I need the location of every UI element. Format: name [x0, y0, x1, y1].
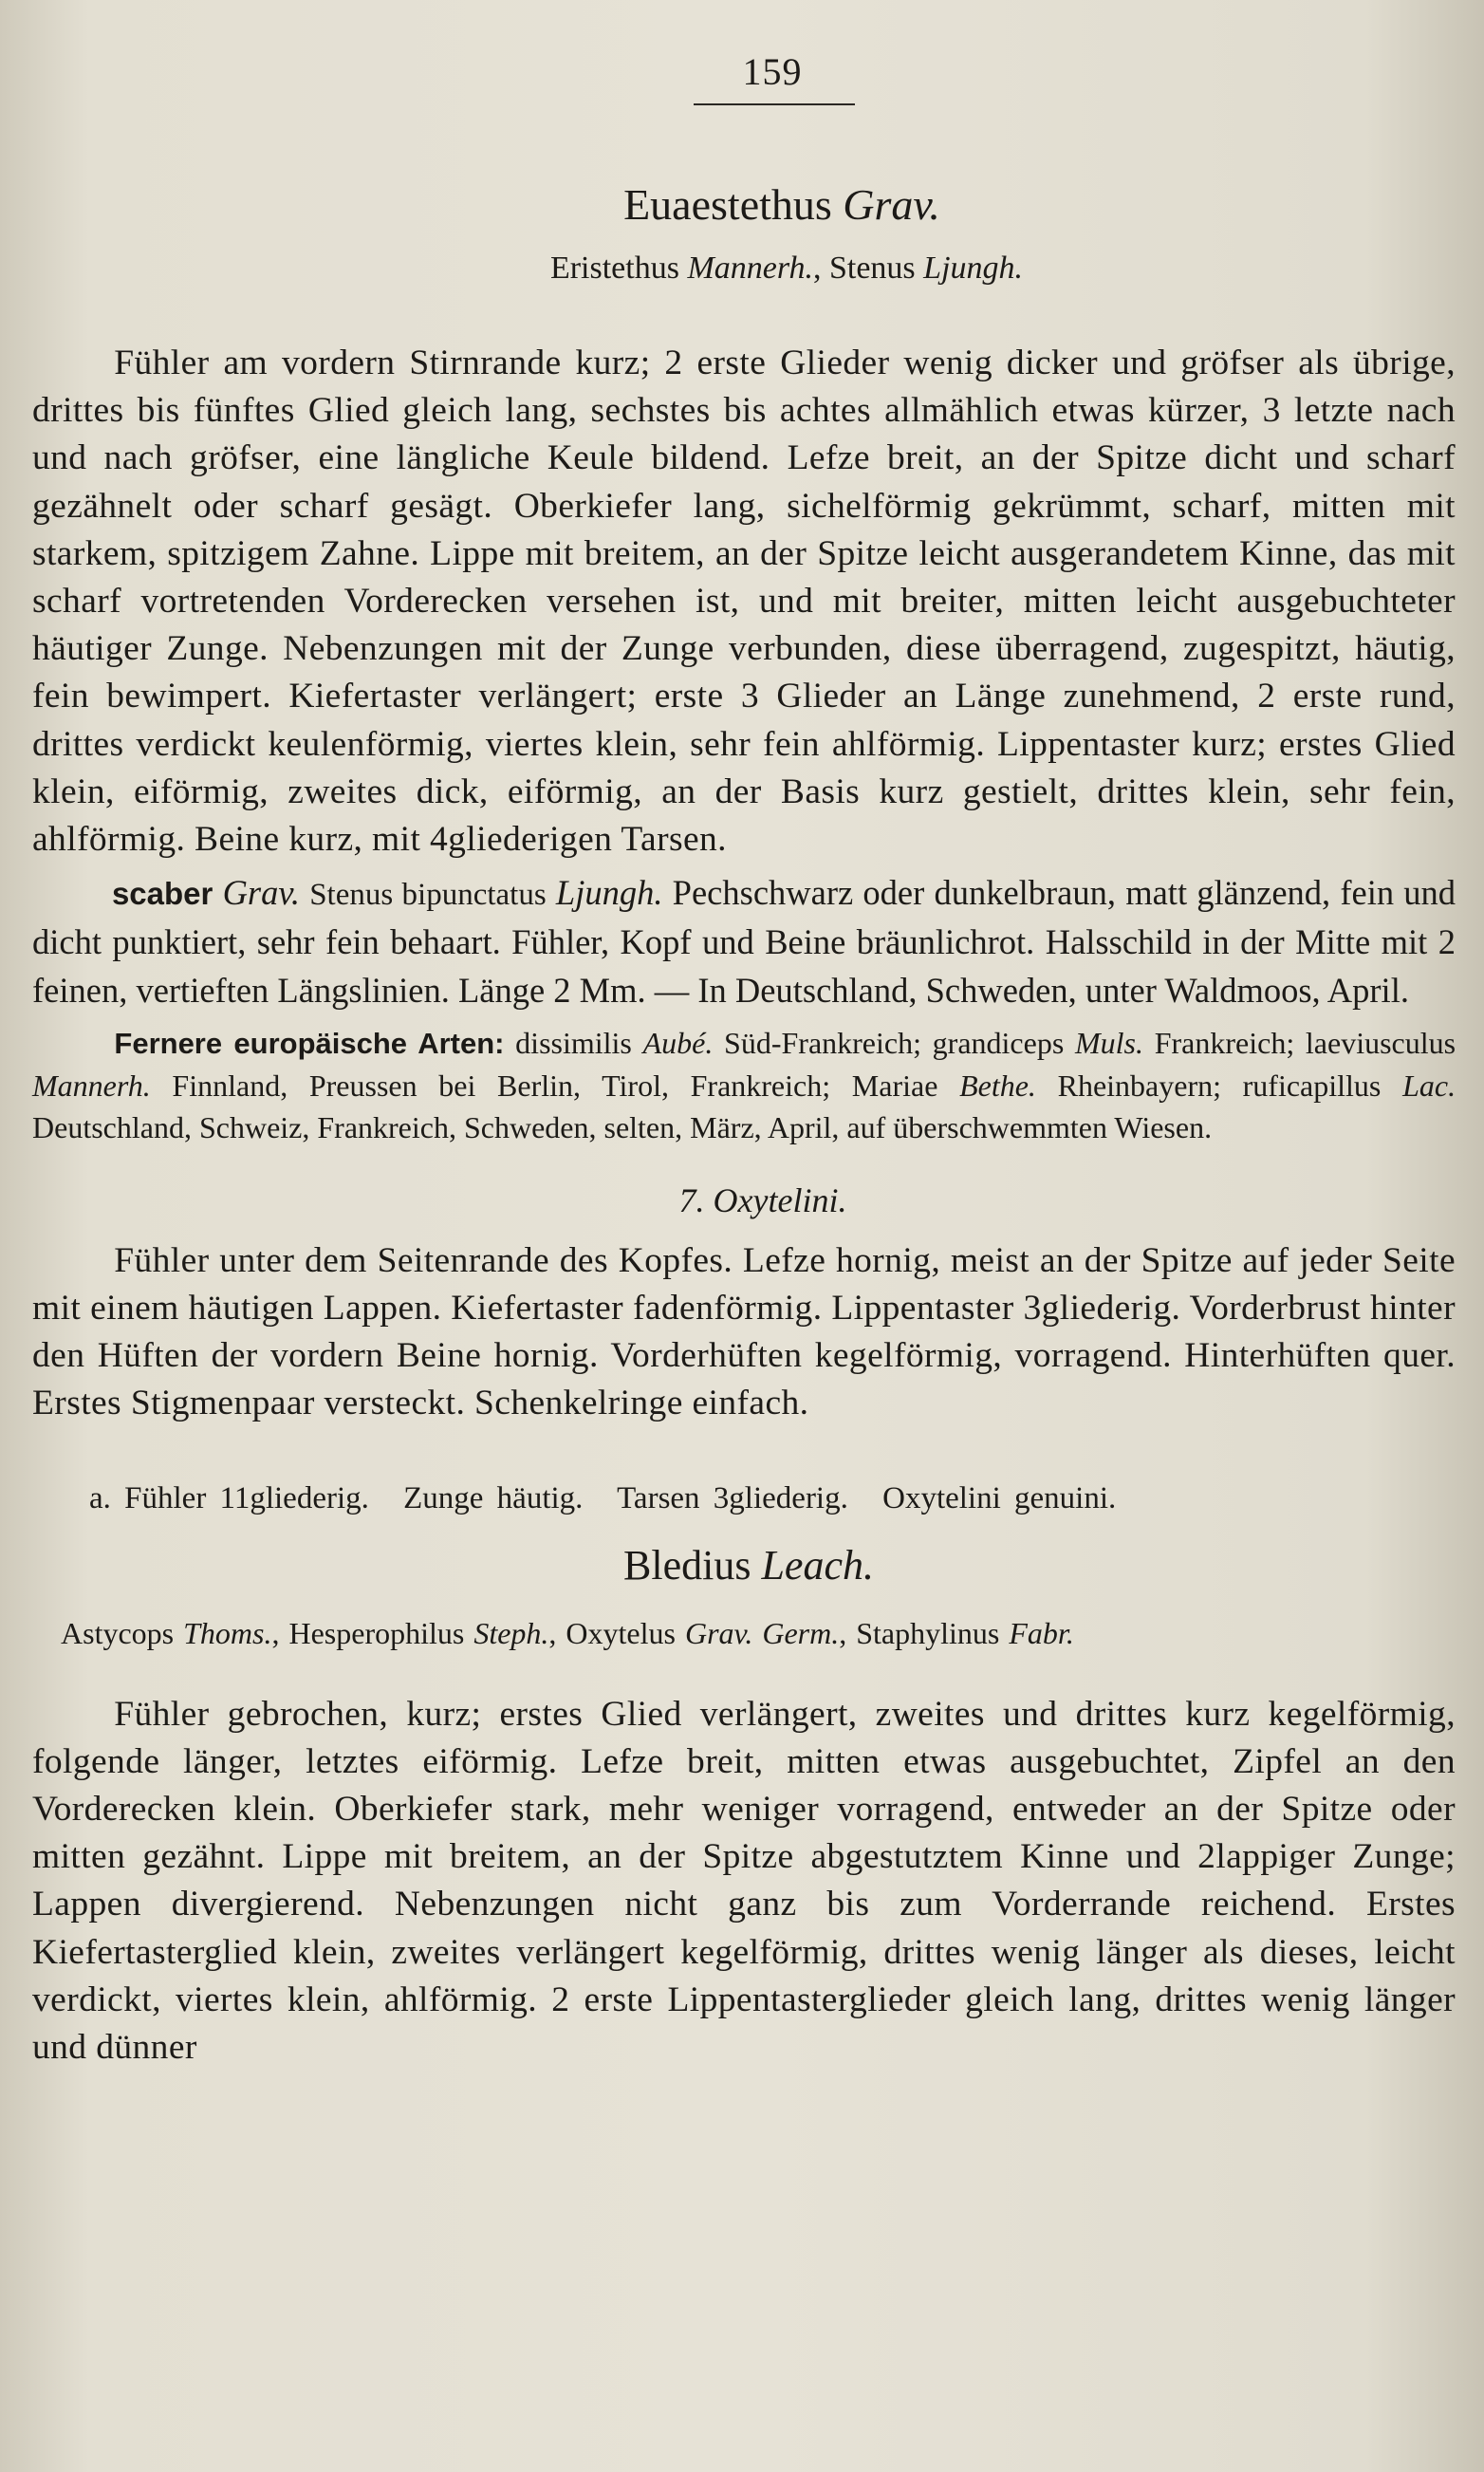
- page-number: 159: [742, 50, 803, 93]
- further-text: Finnland, Preussen bei Berlin, Tirol, Frankreich; Mariae: [172, 1068, 938, 1103]
- genus-heading-euaestethus: [108, 179, 1456, 230]
- further-species-lead: Fernere europäische Arten:: [114, 1026, 505, 1060]
- further-text: Süd-Frankreich; grandiceps: [724, 1025, 1065, 1060]
- species-description: Pechschwarz oder dunkelbraun, matt glänzend, fein und dicht punktiert, sehr fein behaart. Fühler, Kopf und Beine bräunlichrot. Halsschild in der Mitte mit 2 feinen, vertieften Längslinien. Länge 2 Mm. — In Deutschland, Schweden, unter Waldmoos, April.: [32, 873, 1456, 1010]
- species-entry-scaber: [32, 869, 1456, 1014]
- species-name: scaber: [111, 876, 213, 912]
- synonym-author: Ljungh.: [923, 251, 1024, 286]
- subtribe-part: Zunge häutig.: [403, 1480, 584, 1515]
- synonym-author: Steph.: [473, 1615, 549, 1650]
- genus-synonyms: [61, 1616, 1456, 1651]
- further-author: Muls.: [1075, 1025, 1143, 1060]
- further-author: Mannerh.: [32, 1068, 151, 1103]
- synonym-separator: ,: [812, 251, 829, 286]
- synonym-name: Eristethus: [549, 251, 679, 286]
- synonym-author: Grav. Germ.: [684, 1615, 840, 1650]
- further-author: Lac.: [1402, 1068, 1456, 1103]
- page-number-rule: [694, 103, 855, 105]
- genus-heading-bledius: [42, 1541, 1456, 1589]
- synonym-author: Fabr.: [1009, 1615, 1074, 1650]
- genus-synonyms: [118, 251, 1456, 287]
- further-author: Bethe.: [959, 1068, 1036, 1103]
- species-author: Grav.: [222, 873, 300, 913]
- subtribe-part: a. Fühler 11gliederig.: [89, 1480, 369, 1515]
- synonym-name: , Staphylinus: [839, 1615, 1000, 1650]
- genus-name: Bledius: [623, 1541, 751, 1589]
- genus-author: Leach.: [761, 1541, 874, 1589]
- further-text: dissimilis: [515, 1025, 632, 1060]
- further-author: Aubé.: [642, 1025, 714, 1060]
- subtribe-part: Oxytelini genuini.: [882, 1480, 1117, 1515]
- further-text: Rheinbayern; ruficapillus: [1057, 1068, 1382, 1103]
- synonym-author: Thoms.: [183, 1615, 272, 1650]
- subtribe-part: Tarsen 3gliederig.: [617, 1480, 848, 1515]
- species-synonym-author: Ljungh.: [555, 873, 663, 913]
- synonym-author: Mannerh.: [687, 251, 813, 286]
- further-text: Frankreich; laeviusculus: [1154, 1025, 1456, 1060]
- further-text: Deutschland, Schweiz, Frankreich, Schweden, selten, März, April, auf überschwemmten Wiesen.: [32, 1109, 1213, 1144]
- genus-author: Grav.: [843, 180, 940, 229]
- species-synonym: Stenus bipunctatus: [309, 878, 547, 913]
- further-species: [32, 1022, 1456, 1148]
- subtribe-heading: [89, 1481, 1456, 1516]
- synonym-name: , Hesperophilus: [271, 1615, 465, 1650]
- genus-description: Fühler gebrochen, kurz; erstes Glied verlängert, zweites und drittes kurz kegelförmig, folgende länger, letztes eiförmig. Lefze breit, mitten etwas ausgebuchtet, Zipfel an den Vorderecken klein. Oberkiefer stark, mehr weniger vorragend, entweder an der Spitze oder mitten gezähnt. Lippe mit breitem, an der Spitze abgestutztem Kinne und 2lappiger Zunge; Lappen divergierend. Nebenzungen nicht ganz bis zum Vorderrande reichend. Erstes Kiefertasterglied klein, zweites verlängert kegelförmig, drittes wenig länger als dieses, leicht verdickt, viertes klein, ahlförmig. 2 erste Lippentasterglieder gleich lang, drittes wenig länger und dünner: [32, 1694, 1456, 2068]
- genus-description: Fühler am vordern Stirnrande kurz; 2 erste Glieder wenig dicker und gröfser als übrige, drittes bis fünftes Glied gleich lang, sechstes bis achtes allmählich etwas kürzer, 3 letzte nach und nach gröfser, eine längliche Keule bildend. Lefze breit, an der Spitze dicht und scharf gezähnelt oder scharf gesägt. Oberkiefer lang, sichelförmig gekrümmt, scharf, mitten mit starkem, spitzigem Zahne. Lippe mit breitem, an der Spitze leicht ausgerandetem Kinne, das mit scharf vortretenden Vorderecken versehen ist, und mit breiter, mitten leicht ausgebuchteter häutiger Zunge. Nebenzungen mit der Zunge verbunden, diese überragend, zugespitzt, häutig, fein bewimpert. Kiefertaster verlängert; erste 3 Glieder an Länge zunehmend, 2 erste rund, drittes verdickt keulenförmig, viertes klein, sehr fein ahlförmig. Lippentaster kurz; erstes Glied klein, eiförmig, zweites dick, eiförmig, an der Basis kurz gestielt, drittes klein, sehr fein, ahlförmig. Beine kurz, mit 4gliederigen Tarsen.: [32, 344, 1456, 860]
- synonym-name: , Oxytelus: [548, 1615, 676, 1650]
- genus-name: Euaestethus: [623, 180, 832, 229]
- tribe-heading: 7. Oxytelini.: [678, 1180, 847, 1219]
- synonym-name: Stenus: [828, 251, 916, 286]
- synonym-name: Astycops: [61, 1615, 175, 1650]
- tribe-description: Fühler unter dem Seitenrande des Kopfes. Lefze hornig, meist an der Spitze auf jeder Seite mit einem häutigen Lappen. Kiefertaster fadenförmig. Lippentaster 3gliederig. Vorderbrust hinter den Hüften der vordern Beine hornig. Vorderhüften kegelförmig, vorragend. Hinterhüften quer. Erstes Stigmenpaar versteckt. Schenkelringe einfach.: [32, 1240, 1456, 1423]
